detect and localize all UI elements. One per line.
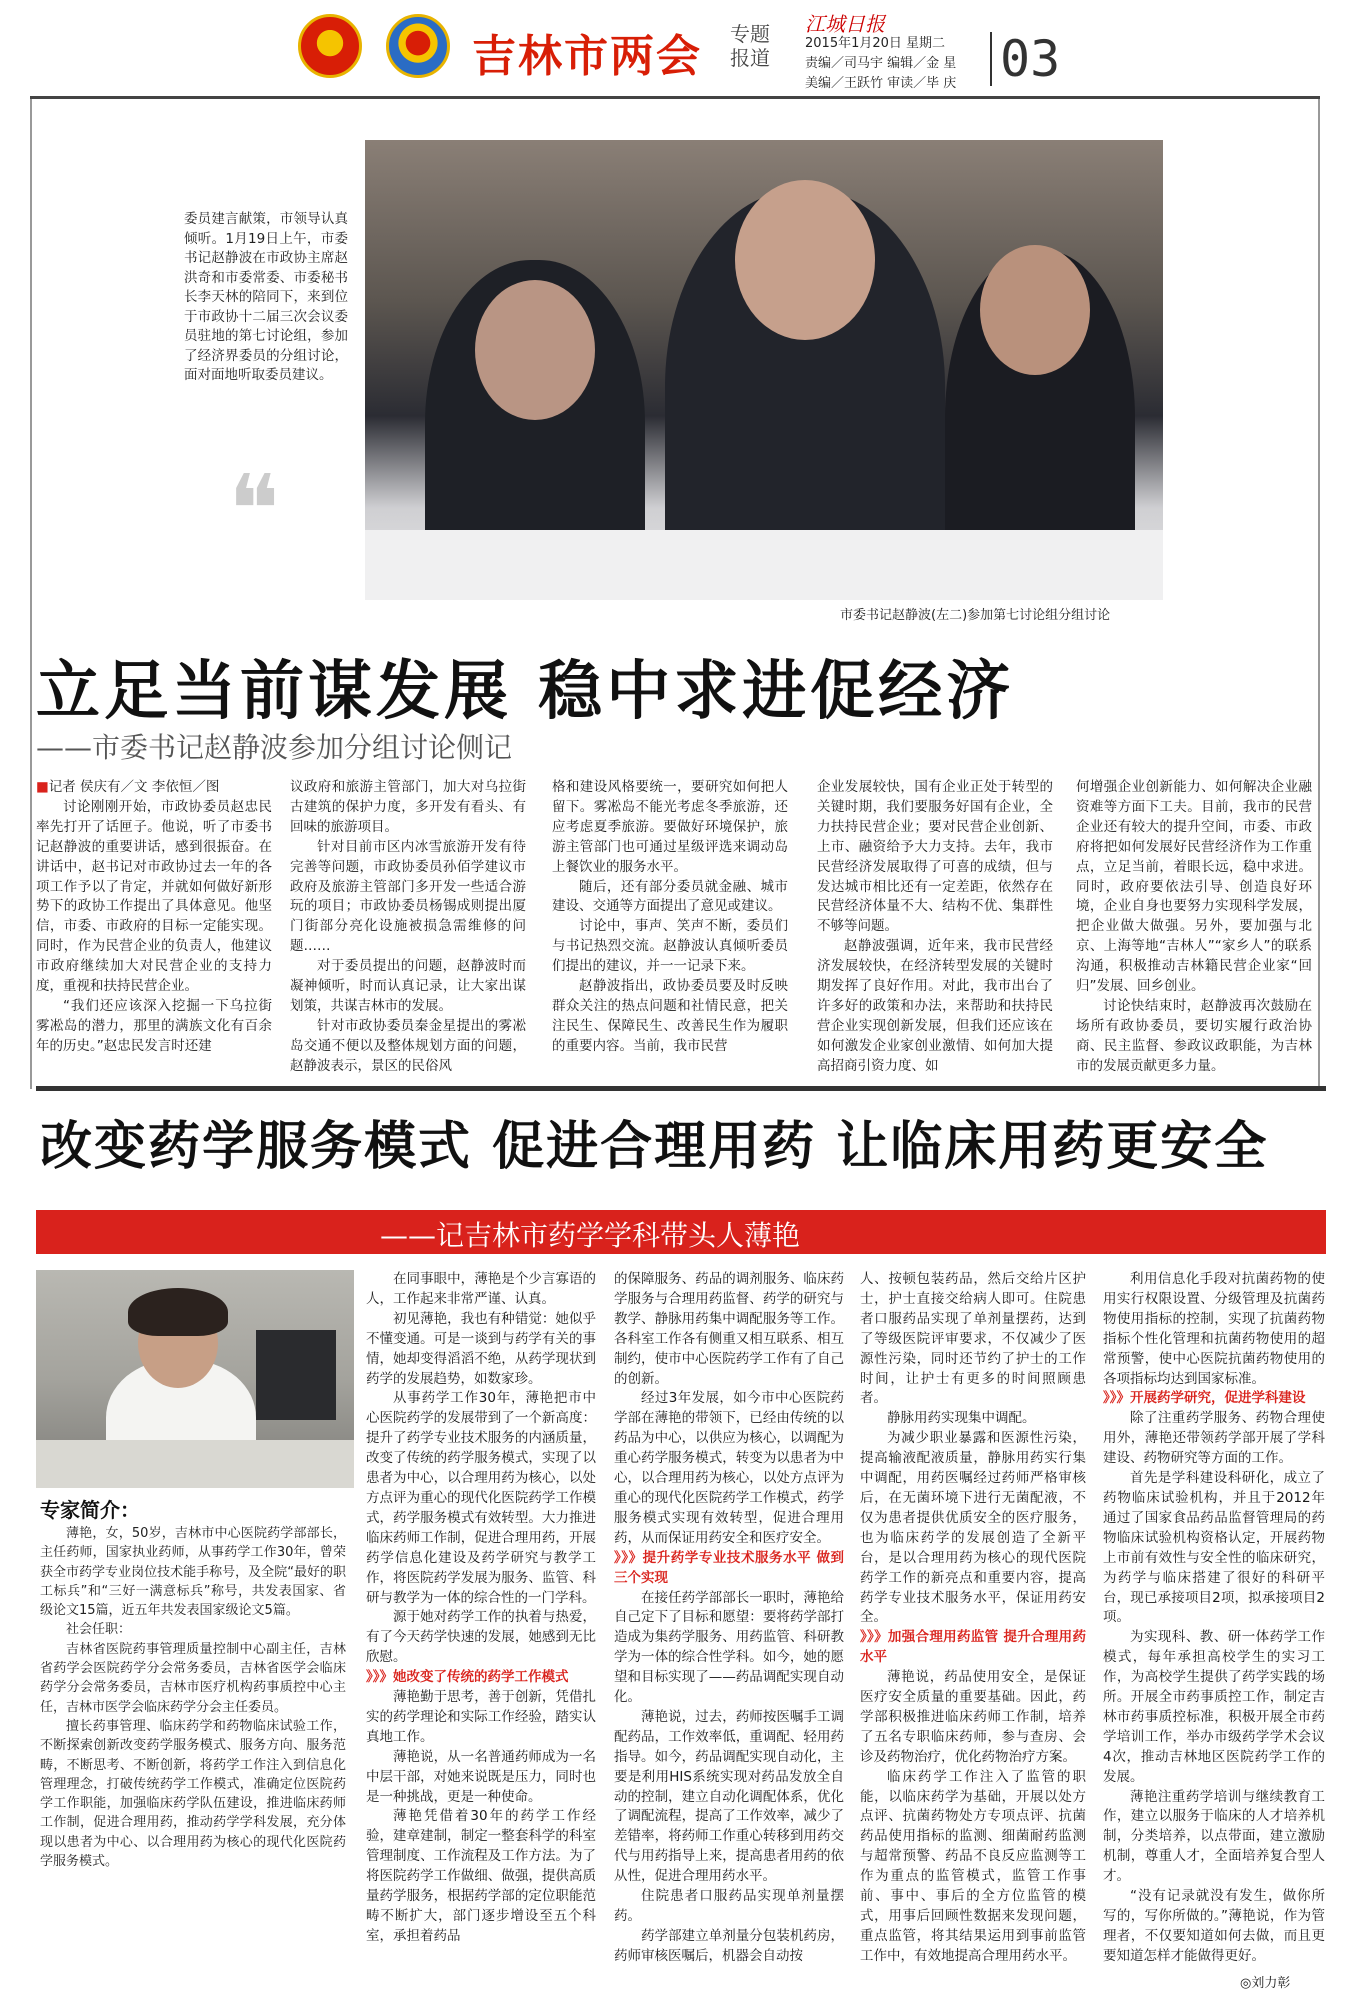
paragraph: 除了注重药学服务、药物合理使用外，薄艳还带领药学部开展了学科建设、药物研究等方面的工作。 xyxy=(1103,1410,1325,1467)
paragraph: 薄艳说，从一名普通药师成为一名中层干部，对她来说既是压力，同时也是一种挑战，更是一种使命。 xyxy=(366,1748,596,1805)
article2-portrait-photo xyxy=(36,1270,354,1488)
paragraph: 赵静波强调，近年来，我市民营经济发展较快，在经济转型发展的关键时期发挥了良好作用。对此，我市出台了许多好的政策和办法，来帮助和扶持民营企业实现创新发展，但我们还应该在如何激发企业家创业激情、如何加大提高招商引资力度、如 xyxy=(817,938,1053,1074)
section-label: 专题报道 xyxy=(730,22,770,70)
paragraph: 从事药学工作30年，薄艳把市中心医院药学的发展带到了一个新高度：提升了药学专业技术服务的内涵质量，改变了传统的药学服务模式，实现了以患者为中心，以合理用药为核心，以处方点评为重心的现代化医院药学工作模式，药学服务模式有效转型。大力推进临床药师工作制，促进合理用药，开展药学信息化建设及药学研究与教学工作，将医院药学发展为服务、监管、科研与教学为一体的综合性的一门学科。 xyxy=(366,1390,596,1606)
photo-hair xyxy=(128,1288,228,1336)
paragraph: 静脉用药实现集中调配。 xyxy=(887,1410,1036,1427)
paragraph: 为实现科、教、研一体药学工作模式，每年承担高校学生的实习工作，为高校学生提供了药学实践的场所。开展全市药事质控工作，制定吉林市药事质控标准，积极开展全市药学培训工作，举办市级药学学术会议4次，推动吉林地区医院药学工作的发展。 xyxy=(1103,1629,1325,1785)
article1-photo-caption: 市委书记赵静波(左二)参加第七讨论组分组讨论 xyxy=(840,608,1111,623)
section-title: 吉林市两会 xyxy=(472,31,702,82)
expert-profile xyxy=(40,1524,346,1994)
paragraph: 首先是学科建设科研化，成立了药物临床试验机构，并且于2012年通过了国家食品药品监督管理局的药物临床试验机构资格认定，开展药物上市前有效性与安全性的临床研究，为药学与临床搭建了很好的科研平台，现已承接项目2项，拟承接项目2项。 xyxy=(1103,1470,1325,1626)
editors-line-2: 美编／王跃竹 审读／毕 庆 xyxy=(805,76,957,91)
article1-column-5 xyxy=(1076,778,1312,1088)
paragraph: 住院患者口服药品实现单剂量摆药。 xyxy=(614,1888,844,1924)
national-emblem-icon xyxy=(298,14,362,78)
photo-face-center xyxy=(735,180,875,340)
article2-headline: 改变药学服务模式 促进合理用药 让临床用药更安全 xyxy=(40,1117,1269,1177)
article2-column-3 xyxy=(860,1270,1086,1992)
article1-column-3 xyxy=(552,778,788,1088)
paragraph: 薄艳凭借着30年的药学工作经验，建章建制，制定一整套科学的科室管理制度、工作流程及工作方法。为了将医院药学工作做细、做强，提供高质量药学服务，根据药学部的定位职能范畴不断扩大，部门逐步增设至五个科室，承担着药品 xyxy=(366,1808,596,1944)
paragraph: 为减少职业暴露和医源性污染，提高输液配液质量，静脉用药实行集中调配，用药医嘱经过药师严格审核后，在无菌环境下进行无菌配液，不仅为患者提供优质安全的医疗服务，也为临床药学的发展创造了全新平台，是以合理用药为核心的现代医院药学工作的新亮点和重要内容，提高药学专业技术服务水平，保证用药安全。 xyxy=(860,1430,1086,1626)
section-subheading: 》》》开展药学研究，促进学科建设 xyxy=(1103,1390,1306,1407)
paragraph: 随后，还有部分委员就金融、城市建设、交通等方面提出了意见或建议。 xyxy=(552,878,788,915)
article1-headline: 立足当前谋发展 稳中求进促经济 xyxy=(36,655,1015,729)
paragraph: 何增强企业创新能力、如何解决企业融资难等方面下工夫。目前，我市的民营企业还有较大的提升空间，市委、市政府将把如何发展好民营经济作为工作重点，立足当前，着眼长远，稳中求进。同时，政府要依法引导、创造良好环境，企业自身也要努力实现科学发展，把企业做大做强。另外，要加强与北京、上海等地“吉林人”“家乡人”的联系沟通，积极推动吉林籍民营企业家“回归”发展、回乡创业。 xyxy=(1076,779,1312,995)
article2-column-4 xyxy=(1103,1270,1325,1992)
paragraph: 源于她对药学工作的执着与热爱，有了今天药学快速的发展，她感到无比欣慰。 xyxy=(366,1609,596,1666)
paragraph: 在接任药学部部长一职时，薄艳给自己定下了目标和愿望：要将药学部打造成为集药学服务、用药监管、科研教学为一体的综合性学科。如今，她的愿望和目标实现了——药品调配实现自动化。 xyxy=(614,1589,844,1706)
paragraph: 针对目前市区内冰雪旅游开发有待完善等问题，市政协委员孙佰学建议市政府及旅游主管部门多开发一些适合游玩的项目；市政协委员杨锡成则提出厦门街部分亮化设施被损急需维修的问题…… xyxy=(290,838,526,955)
article2-column-1 xyxy=(366,1270,596,1992)
paragraph: 薄艳注重药学培训与继续教育工作，建立以服务于临床的人才培养机制，分类培养，以点带面，建立激励机制，尊重人才，全面培养复合型人才。 xyxy=(1103,1788,1325,1885)
paragraph: 格和建设风格要统一，要研究如何把人留下。雾凇岛不能光考虑冬季旅游，还应考虑夏季旅游。要做好环境保护，旅游主管部门也可通过星级评选来调动岛上餐饮业的服务水平。 xyxy=(552,779,788,875)
paragraph: 临床药学工作注入了监管的职能，以临床药学为基础，开展以处方点评、抗菌药物处方专项点评、抗菌药品使用指标的监测、细菌耐药监测与超常预警、药品不良反应监测等工作为重点的监管模式，监管工作事前、事中、事后的全方位监管的模式，用事后回顾性数据来发现问题，重点监管，将其结果运用到事前监管工作中，有效地提高合理用药水平。 xyxy=(860,1768,1086,1964)
paragraph: 薄艳说，过去，药师按医嘱手工调配药品，工作效率低，重调配、轻用药指导。如今，药品调配实现自动化，主要是利用HIS系统实现对药品发放全自动的控制，建立自动化调配体系，优化了调配流程，提高了工作效率，减少了差错率，将药师工作重心转移到用药交代与用药指导上来，提高患者用药的依从性，促进合理用药水平。 xyxy=(614,1708,844,1885)
cppcc-emblem-icon xyxy=(386,14,450,78)
byline-marker-icon: ■ xyxy=(36,779,49,795)
paragraph: 初见薄艳，我也有种错觉：她似乎不懂变通。可是一谈到与药学有关的事情，她却变得滔滔不绝，从药学现状到药学的发展趋势，如数家珍。 xyxy=(366,1310,596,1387)
paragraph: 在同事眼中，薄艳是个少言寡语的人，工作起来非常严谨、认真。 xyxy=(366,1271,596,1307)
paragraph: 药学部建立单剂量分包装机药房，药师审核医嘱后，机器会自动按 xyxy=(614,1927,844,1964)
article1-subheadline: ——市委书记赵静波参加分组讨论侧记 xyxy=(36,731,513,764)
paragraph: 对于委员提出的问题，赵静波时而凝神倾听，时而认真记录，让大家出谋划策，共谋吉林市的发展。 xyxy=(290,958,526,1014)
paragraph: 的保障服务、药品的调剂服务、临床药学服务与合理用药监督、药学的研究与教学、静脉用药集中调配服务等工作。各科室工作各有侧重又相互联系、相互制约，使市中心医院药学工作有了自己的创新。 xyxy=(614,1271,844,1387)
paragraph: 社会任职： xyxy=(66,1622,132,1638)
paragraph: 利用信息化手段对抗菌药物的使用实行权限设置、分级管理及抗菌药物使用指标的控制，实现了抗菌药物指标个性化管理和抗菌药物使用的超常预警，使中心医院抗菌药物使用的各项指标均达到国家标准。 xyxy=(1103,1271,1325,1387)
section-subheading: 》》》提升药学专业技术服务水平 做到三个实现 xyxy=(614,1549,844,1586)
frame-left-line xyxy=(30,99,32,1089)
paragraph: 擅长药事管理、临床药学和药物临床试验工作，不断探索创新改变药学服务模式、服务方向、服务范畴，不断思考、不断创新，将药学工作注入到信息化管理理念，打破传统药学工作模式，准确定位医院药学工作职能，加强临床药学队伍建设，推进临床药师工作制，促进合理用药，推动药学学科发展，充分体现以患者为中心、以合理用药为核心的现代化医院药学服务模式。 xyxy=(40,1718,346,1870)
photo-monitor xyxy=(256,1330,336,1420)
article2-subheadline: ——记吉林市药学学科带头人薄艳 xyxy=(380,1219,801,1252)
photo-table xyxy=(365,530,1163,600)
paragraph: 赵静波指出，政协委员要及时反映群众关注的热点问题和社情民意，把关注民生、保障民生、改善民生作为履职的重要内容。当前，我市民营 xyxy=(552,978,788,1054)
article1-photo xyxy=(365,140,1163,600)
paragraph: “没有记录就没有发生，做你所写的，写你所做的。”薄艳说，作为管理者，不仅要知道如何去做，而且更要知道怎样才能做得更好。 xyxy=(1103,1888,1325,1964)
article1-column-1 xyxy=(36,778,272,1088)
article-divider xyxy=(36,1086,1326,1091)
paragraph: 吉林省医院药事管理质量控制中心副主任，吉林省药学会医院药学分会常务委员，吉林省医学会临床药学分会常务委员，吉林市医疗机构药事质控中心主任，吉林市医学会临床药学分会主任委员。 xyxy=(40,1641,346,1715)
editors-line-1: 责编／司马宇 编辑／金 星 xyxy=(805,56,957,71)
article1-byline: ■记者 侯庆有／文 李依恒／图 xyxy=(36,779,220,795)
paragraph: “我们还应该深入挖掘一下乌拉街雾凇岛的潜力，那里的满族文化有百余年的历史。”赵忠民发言时还建 xyxy=(36,997,272,1054)
photo-desk xyxy=(36,1440,354,1488)
paragraph: 薄艳，女，50岁，吉林市中心医院药学部部长，主任药师，国家执业药师，从事药学工作30年，曾荣获全市药学专业岗位技术能手称号，及全院“最好的职工标兵”和“三好一满意标兵”称号，共发表国家、省级论文15篇，近五年共发表国家级论文5篇。 xyxy=(40,1526,346,1619)
page-header xyxy=(0,0,1348,96)
photo-credit: ◎刘力彰 xyxy=(1240,1976,1291,1991)
paragraph: 讨论中，事声、笑声不断，委员们与书记热烈交流。赵静波认真倾听委员们提出的建议，并一一记录下来。 xyxy=(552,918,788,975)
article2-column-2 xyxy=(614,1270,844,1992)
article1-column-4 xyxy=(817,778,1053,1088)
quote-mark-icon: ❝ xyxy=(228,454,280,566)
section-subheading: 》》》加强合理用药监管 提升合理用药水平 xyxy=(860,1629,1086,1666)
photo-face-left xyxy=(475,280,595,420)
paragraph: 议政府和旅游主管部门，加大对乌拉街古建筑的保护力度，多开发有看头、有回味的旅游项目。 xyxy=(290,779,526,835)
paragraph: 讨论快结束时，赵静波再次鼓励在场所有政协委员，要切实履行政治协商、民主监督、参政议政职能，为吉林市的发展贡献更多力量。 xyxy=(1076,997,1312,1074)
paragraph: 人、按顿包装药品，然后交给片区护士，护士直接交给病人即可。住院患者口服药品实现了单剂量摆药，达到了等级医院评审要求，不仅减少了医源性污染，同时还节约了护士的工作时间，让护士有更多的时间照顾患者。 xyxy=(860,1271,1086,1407)
article1-column-2 xyxy=(290,778,526,1088)
header-divider xyxy=(30,96,1320,99)
paragraph: 企业发展较快，国有企业正处于转型的关键时期，我们要服务好国有企业，全力扶持民营企业；要对民营企业创新、上市、融资给予大力支持。去年，我市民营经济发展取得了可喜的成绩，但与发达城市相比还有一定差距，依然存在民营经济体量不大、结构不优、集群性不够等问题。 xyxy=(817,779,1053,935)
paragraph: 经过3年发展，如今市中心医院药学部在薄艳的带领下，已经由传统的以药品为中心，以供应为核心，以调配为重心药学服务模式，转变为以患者为中心，以合理用药为核心，以处方点评为重心的现代化医院药学工作模式，药学服务模式实现有效转型，促进合理用药，从而保证用药安全和医疗安全。 xyxy=(614,1390,844,1546)
newspaper-logo: 江城日报 xyxy=(805,12,885,36)
paragraph: 讨论刚刚开始，市政协委员赵忠民率先打开了话匣子。他说，听了市委书记赵静波的重要讲话，感到很振奋。在讲话中，赵书记对市政协过去一年的各项工作予以了肯定，并就如何做好新形势下的政协工作提出了具体意见。他坚信，市委、市政府的目标一定能实现。同时，作为民营企业的负责人，他建议市政府继续加大对民营企业的支持力度，重视和扶持民营企业。 xyxy=(36,798,272,995)
paragraph: 针对市政协委员秦金星提出的雾凇岛交通不便以及整体规划方面的问题，赵静波表示，景区的民俗风 xyxy=(290,1017,526,1074)
page-number: 03 xyxy=(990,32,1060,86)
paragraph: 薄艳勤于思考，善于创新，凭借扎实的药学理论和实际工作经验，踏实认真地工作。 xyxy=(366,1689,596,1745)
frame-right-line xyxy=(1318,99,1320,1089)
article1-intro: 委员建言献策，市领导认真倾听。1月19日上午，市委书记赵静波在市政协主席赵洪奇和市委常委、市委秘书长李天林的陪同下，来到位于市政协十二届三次会议委员驻地的第七讨论组，参加了经济界委员的分组讨论，面对面地听取委员建议。 xyxy=(184,211,348,383)
paragraph: 薄艳说，药品使用安全，是保证医疗安全质量的重要基础。因此，药学部积极推进临床药师工作制，培养了五名专职临床药师，参与查房、会诊及药物治疗，优化药物治疗方案。 xyxy=(860,1669,1086,1765)
profile-heading: 专家简介： xyxy=(40,1498,140,1522)
issue-meta xyxy=(805,34,956,94)
issue-date: 2015年1月20日 星期二 xyxy=(805,36,946,51)
photo-face-right xyxy=(980,245,1090,375)
section-subheading: 》》》她改变了传统的药学工作模式 xyxy=(366,1669,569,1686)
